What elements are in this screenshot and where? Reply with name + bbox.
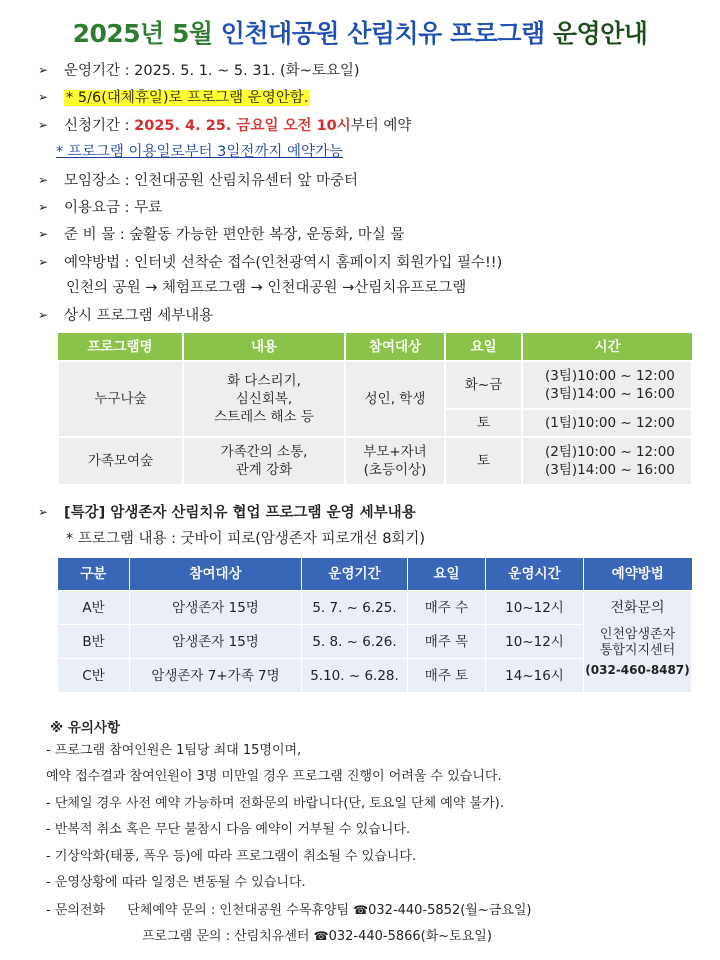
regular-section-header: ➢ 상시 프로그램 세부내용	[38, 305, 213, 326]
col-header: 시간	[522, 333, 692, 361]
time-cell: 10~12시	[486, 591, 584, 625]
program-name: 가족모여숲	[58, 437, 183, 485]
target-cell: 암생존자 15명	[130, 625, 302, 659]
program-day: 토	[445, 437, 522, 485]
table-header-row	[58, 333, 692, 361]
program-name: 누구나숲	[58, 361, 183, 437]
col-header: 운영기간	[302, 558, 408, 591]
program-content: 가족간의 소통, 관계 강화	[183, 437, 345, 485]
special-section-header: ➢ [특강] 암생존자 산림치유 협업 프로그램 운영 세부내용	[38, 502, 416, 523]
table-row	[58, 437, 692, 485]
class-cell: A반	[58, 591, 130, 625]
regular-program-table	[57, 333, 693, 486]
target-cell: 암생존자 7+가족 7명	[130, 659, 302, 693]
info-method-path: 인천의 공원 → 체험프로그램 → 인천대공원 →산림치유프로그램	[66, 280, 467, 296]
title-part-program: 인천대공원 산림치유 프로그램	[220, 19, 545, 48]
reserve-phone-label: 전화문의	[610, 600, 665, 616]
col-header: 구분	[58, 558, 130, 591]
program-content: 화 다스리기, 심신회복, 스트레스 해소 등	[183, 361, 345, 437]
program-time: (3팀)10:00 ~ 12:00 (3팀)14:00 ~ 16:00	[522, 361, 692, 409]
program-day: 화~금	[445, 361, 522, 409]
program-time: (1팀)10:00 ~ 12:00	[522, 409, 692, 437]
table-header-row	[58, 558, 692, 591]
note-item: 예약 접수결과 참여인원이 3명 미만일 경우 프로그램 진행이 어려울 수 있습니다.	[46, 769, 502, 784]
contact-label: - 문의전화	[46, 903, 106, 918]
day-cell: 매주 목	[408, 625, 486, 659]
contact-program: 프로그램 문의 : 산림치유센터	[142, 929, 314, 944]
arrow-bullet-icon: ➢	[38, 308, 49, 322]
special-note: * 프로그램 내용 : 굿바이 피로(암생존자 피로개선 8회기)	[66, 531, 426, 547]
info-period: ➢ 운영기간 : 2025. 5. 1. ~ 5. 31. (화~토요일)	[38, 60, 360, 81]
arrow-bullet-icon: ➢	[38, 63, 49, 77]
info-apply-note: * 프로그램 이용일로부터 3일전까지 예약가능	[56, 144, 344, 160]
arrow-bullet-icon: ➢	[38, 173, 49, 187]
period-cell: 5.10. ~ 6.28.	[302, 659, 408, 693]
arrow-bullet-icon: ➢	[38, 118, 49, 132]
col-header: 참여대상	[345, 333, 445, 361]
arrow-bullet-icon: ➢	[38, 255, 49, 269]
info-method: ➢ 예약방법 : 인터넷 선착순 접수(인천광역시 홈페이지 회원가입 필수!!)	[38, 252, 502, 273]
info-place: ➢ 모임장소 : 인천대공원 산림치유센터 앞 마중터	[38, 170, 358, 191]
contact-group: 단체예약 문의 : 인천대공원 수목휴양팀	[127, 903, 354, 918]
program-day: 토	[445, 409, 522, 437]
note-item: - 프로그램 참여인원은 1팀당 최대 15명이며,	[46, 743, 302, 758]
col-header: 요일	[408, 558, 486, 591]
title-part-date: 2025년 5월	[72, 19, 221, 48]
arrow-bullet-icon: ➢	[38, 200, 49, 214]
title-part-guide: 운영안내	[544, 19, 648, 48]
reserve-cell	[584, 591, 692, 693]
period-cell: 5. 8. ~ 6.26.	[302, 625, 408, 659]
col-header: 참여대상	[130, 558, 302, 591]
note-item: - 기상악화(태풍, 폭우 등)에 따라 프로그램이 취소될 수 있습니다.	[46, 849, 417, 864]
phone-icon: ☎	[313, 929, 329, 943]
program-time: (2팀)10:00 ~ 12:00 (3팀)14:00 ~ 16:00	[522, 437, 692, 485]
reserve-center: 인천암생존자 통합지지센터	[599, 627, 676, 658]
info-apply: ➢ 신청기간 : 2025. 4. 25. 금요일 오전 10시부터 예약	[38, 115, 411, 136]
page-title	[0, 14, 720, 50]
info-holiday: ➢ * 5/6(대체휴일)로 프로그램 운영안함.	[38, 87, 310, 108]
contact-group-tel: 032-440-5852(월~금요일)	[368, 903, 532, 918]
note-item: - 운영상황에 따라 일정은 변동될 수 있습니다.	[46, 875, 306, 890]
phone-icon: ☎	[353, 903, 369, 917]
contact-program-tel: 032-440-5866(화~토요일)	[328, 929, 492, 944]
col-header: 운영시간	[486, 558, 584, 591]
info-fee: ➢ 이용요금 : 무료	[38, 197, 162, 218]
info-prep: ➢ 준 비 물 : 숲활동 가능한 편안한 복장, 운동화, 마실 물	[38, 224, 404, 245]
arrow-bullet-icon: ➢	[38, 90, 49, 104]
col-header: 요일	[445, 333, 522, 361]
note-contact	[142, 927, 492, 946]
time-cell: 10~12시	[486, 625, 584, 659]
notes-title: ※ 유의사항	[50, 720, 120, 736]
table-row	[58, 591, 692, 625]
col-header: 프로그램명	[58, 333, 183, 361]
arrow-bullet-icon: ➢	[38, 227, 49, 241]
program-target: 성인, 학생	[345, 361, 445, 437]
class-cell: C반	[58, 659, 130, 693]
note-contact	[46, 901, 532, 920]
class-cell: B반	[58, 625, 130, 659]
day-cell: 매주 수	[408, 591, 486, 625]
time-cell: 14~16시	[486, 659, 584, 693]
col-header: 예약방법	[584, 558, 692, 591]
col-header: 내용	[183, 333, 345, 361]
note-item: - 단체일 경우 사전 예약 가능하며 전화문의 바랍니다(단, 토요일 단체 예약 불가).	[46, 796, 504, 811]
reserve-phone-number: (032-460-8487)	[585, 663, 690, 677]
special-program-table	[57, 558, 692, 693]
arrow-bullet-icon: ➢	[38, 505, 49, 519]
note-item: - 반복적 취소 혹은 무단 불참시 다음 예약이 거부될 수 있습니다.	[46, 822, 411, 837]
target-cell: 암생존자 15명	[130, 591, 302, 625]
table-row	[58, 361, 692, 409]
period-cell: 5. 7. ~ 6.25.	[302, 591, 408, 625]
program-target: 부모+자녀 (초등이상)	[345, 437, 445, 485]
day-cell: 매주 토	[408, 659, 486, 693]
